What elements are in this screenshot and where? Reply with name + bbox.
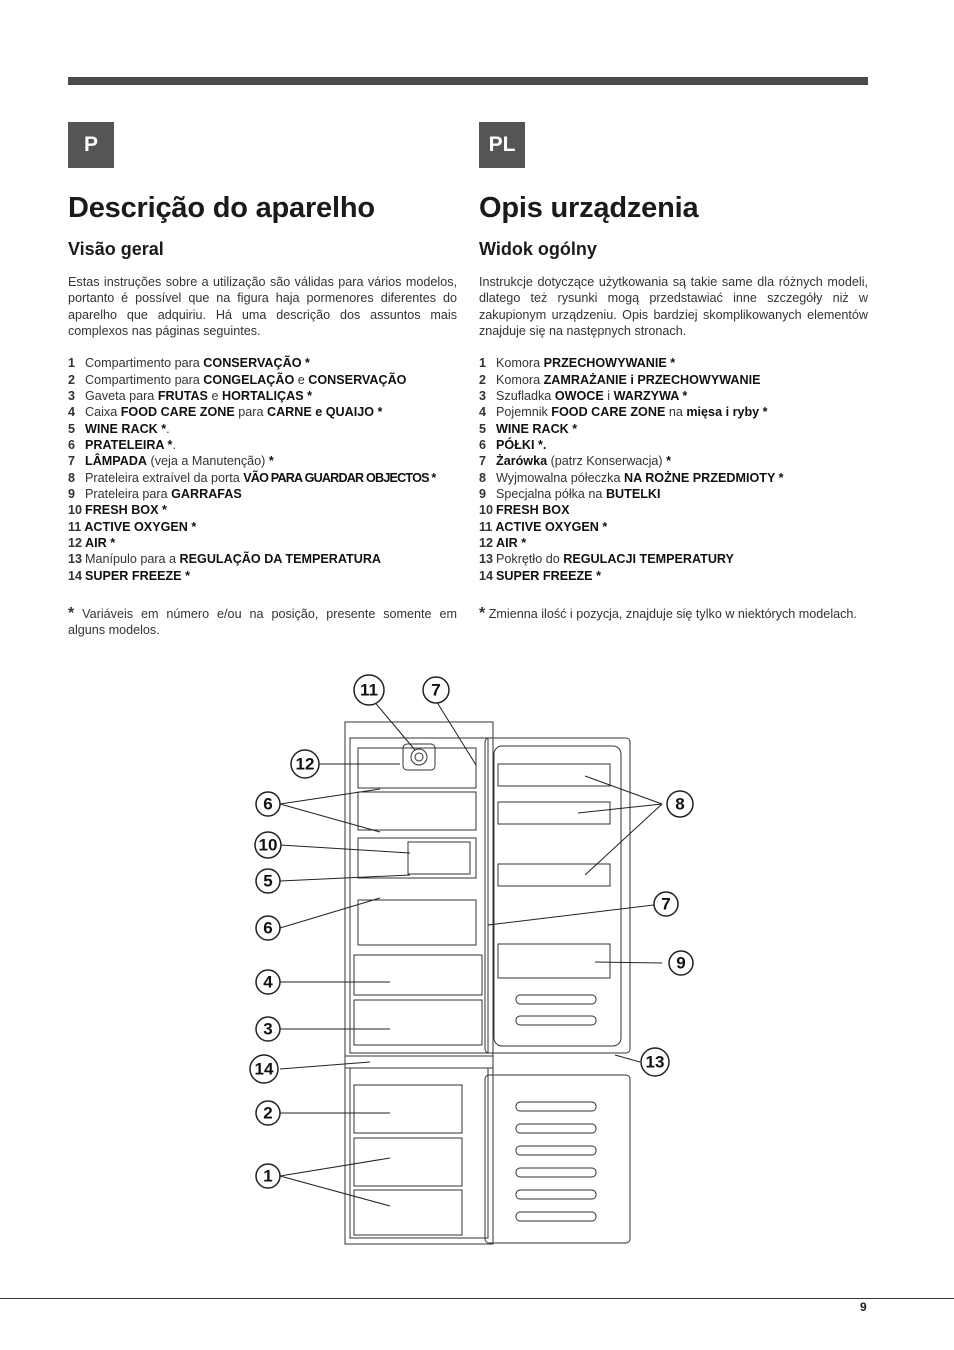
list-item: 12 AIR * <box>479 535 527 550</box>
footnote: * Zmienna ilość i pozycja, znajduje się tylko w niektórych modelach. <box>479 605 857 622</box>
parts-list <box>479 355 868 584</box>
list-item: 6 PRATELEIRA *. <box>68 437 176 452</box>
page-title: Descrição do aparelho <box>68 192 375 224</box>
intro-paragraph: Estas instruções sobre a utilização são válidas para vários modelos, portanto é possível que na figura haja pormenores diferentes do aparelho que adquiriu. Há uma descrição dos assuntos mais complexos nas páginas seguintes. <box>68 275 457 338</box>
callout-14: 14 <box>254 1059 274 1079</box>
freezer-compartment <box>350 1068 488 1238</box>
cabinet-outline <box>345 722 493 1244</box>
callout-13: 13 <box>645 1052 665 1072</box>
list-item: 5 WINE RACK *. <box>68 421 170 436</box>
list-item: 1 Compartimento para CONSERVAÇÃO * <box>68 356 310 371</box>
language-badge-p: P <box>68 122 114 168</box>
callout-6: 6 <box>263 794 273 814</box>
list-item: 9 Prateleira para GARRAFAS <box>68 486 242 501</box>
list-item: 10 FRESH BOX <box>479 503 570 518</box>
callout-4: 4 <box>263 972 273 992</box>
shelf <box>358 792 476 830</box>
callout-6: 6 <box>263 918 273 938</box>
callout-12: 12 <box>295 754 315 774</box>
column-polish <box>479 122 868 622</box>
shelf <box>358 838 476 878</box>
callout-5: 5 <box>263 871 273 891</box>
parts-list <box>68 355 457 584</box>
door-shelf <box>498 764 610 786</box>
list-item: 12 AIR * <box>68 535 116 550</box>
fridge-diagram <box>240 670 710 1260</box>
list-item: 7 LÂMPADA (veja a Manutenção) * <box>68 454 274 469</box>
callout-7: 7 <box>661 894 671 914</box>
fridge-compartment <box>350 738 488 1053</box>
section-subtitle: Widok ogólny <box>479 239 597 259</box>
top-rule <box>68 77 868 85</box>
callout-2: 2 <box>263 1103 273 1123</box>
list-item: 11 ACTIVE OXYGEN * <box>479 519 608 534</box>
intro-paragraph: Instrukcje dotyczące użytkowania są takie same dla różnych modeli, dlatego też rysunki mogą przedstawiać inne szczegóły niż w zakupionym urządzeniu. Opis bardziej skomplikowanych elementów znajduje się na następnych stronach. <box>479 275 868 338</box>
column-portuguese <box>68 122 457 639</box>
list-item: 7 Żarówka (patrz Konserwacja) * <box>479 454 671 469</box>
food-care-drawer <box>354 955 482 995</box>
section-subtitle: Visão geral <box>68 239 164 259</box>
freezer-drawer <box>354 1190 462 1235</box>
freezer-drawer <box>354 1085 462 1133</box>
freezer-drawer <box>354 1138 462 1186</box>
bottle-shelf <box>498 944 610 978</box>
shelf <box>358 900 476 945</box>
list-item: 14 SUPER FREEZE * <box>479 568 601 583</box>
active-oxygen-unit <box>411 749 427 765</box>
callout-9: 9 <box>676 953 686 973</box>
list-item: 14 SUPER FREEZE * <box>68 568 190 583</box>
list-item: 3 Gaveta para FRUTAS e HORTALIÇAS * <box>68 388 312 403</box>
list-item: 13 Manípulo para a REGULAÇÃO DA TEMPERATURA <box>68 552 382 567</box>
footnote: * Variáveis em número e/ou na posição, presente somente em alguns modelos. <box>68 605 457 638</box>
list-item: 6 PÓŁKI *. <box>479 437 547 452</box>
list-item: 5 WINE RACK * <box>479 421 578 436</box>
fruit-drawer <box>354 1000 482 1045</box>
language-badge-pl: PL <box>479 122 525 168</box>
list-item: 8 Wyjmowalna półeczka NA ROŻNE PRZEDMIOTY * <box>479 470 784 485</box>
list-item: 2 Komora ZAMRAŻANIE i PRZECHOWYWANIE <box>479 372 761 387</box>
fresh-box <box>408 842 470 874</box>
list-item: 8 Prateleira extraível da porta VÃO PARA GUARDAR OBJECTOS * <box>68 470 436 485</box>
list-item: 4 Pojemnik FOOD CARE ZONE na mięsa i ryby * <box>479 405 768 420</box>
list-item: 13 Pokrętło do REGULACJI TEMPERATURY <box>479 552 734 567</box>
list-item: 9 Specjalna półka na BUTELKI <box>479 486 661 501</box>
list-item: 1 Komora PRZECHOWYWANIE * <box>479 356 676 371</box>
callout-11: 11 <box>360 680 378 700</box>
page-title: Opis urządzenia <box>479 192 699 224</box>
list-item: 2 Compartimento para CONGELAÇÃO e CONSERVAÇÃO <box>68 372 407 387</box>
fridge-door <box>485 738 630 1053</box>
callout-8: 8 <box>675 794 685 814</box>
list-item: 3 Szufladka OWOCE i WARZYWA * <box>479 388 688 403</box>
list-item: 4 Caixa FOOD CARE ZONE para CARNE e QUAIJO * <box>68 405 383 420</box>
list-item: 10 FRESH BOX * <box>68 503 167 518</box>
list-item: 11 ACTIVE OXYGEN * <box>68 519 197 534</box>
door-shelf <box>498 802 610 824</box>
page-number: 9 <box>860 1300 867 1314</box>
callout-1: 1 <box>263 1166 273 1186</box>
callout-3: 3 <box>263 1019 273 1039</box>
callout-7: 7 <box>431 680 441 700</box>
callout-10: 10 <box>258 835 278 855</box>
freezer-door <box>485 1075 630 1243</box>
footer-rule <box>0 1298 954 1299</box>
